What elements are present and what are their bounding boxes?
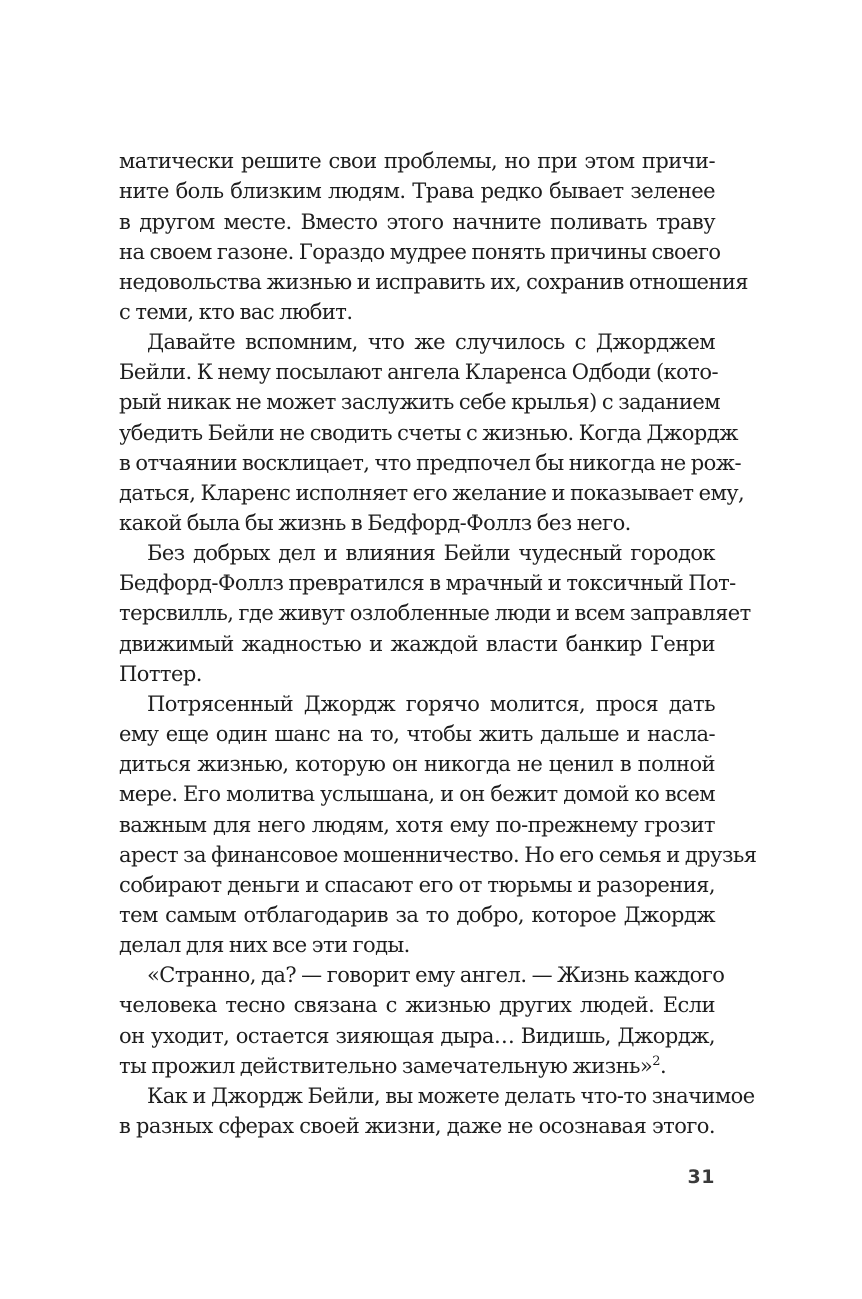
text-line: терсвилль, где живут озлобленные люди и всем заправляет [119, 601, 751, 625]
text-line: в разных сферах своей жизни, даже не осознавая этого. [119, 1114, 715, 1138]
text-line: движимый жадностью и жаждой власти банкир Генри [119, 632, 715, 656]
text-line: ты прожил действительно замечательную жизнь» [119, 1054, 653, 1078]
text-line: в другом месте. Вместо этого начните поливать траву [119, 210, 715, 234]
text-line: на своем газоне. Гораздо мудрее понять причины своего [119, 240, 721, 264]
page-number: 31 [687, 1166, 715, 1188]
text-line: даться, Кларенс исполняет его желание и показывает ему, [119, 481, 745, 505]
text-line: диться жизнью, которую он никогда не ценил в полной [119, 752, 715, 776]
text-line: Как и Джордж Бейли, вы можете делать что-то значимое [147, 1084, 755, 1108]
text-line: убедить Бейли не сводить счеты с жизнью. Когда Джордж [119, 421, 738, 445]
text-line: какой была бы жизнь в Бедфорд-Фоллз без него. [119, 511, 631, 535]
text-line: рый никак не может заслужить себе крылья) с заданием [119, 390, 720, 414]
text-line: Бейли. К нему посылают ангела Кларенса Одбоди (кото- [119, 360, 718, 384]
text-line: матически решите свои проблемы, но при этом причи- [119, 149, 715, 173]
footnote-reference[interactable]: 2 [652, 1054, 660, 1069]
text-line: Без добрых дел и влияния Бейли чудесный городок [147, 541, 715, 565]
text-line: собирают деньги и спасают его от тюрьмы и разорения, [119, 873, 715, 897]
text-line: Поттер. [119, 662, 202, 686]
text-line: арест за финансовое мошенничество. Но его семья и друзья [119, 843, 757, 867]
text-line: Потрясенный Джордж горячо молится, прося дать [147, 692, 715, 716]
text-line: тем самым отблагодарив за то добро, которое Джордж [119, 903, 715, 927]
text-line: «Странно, да? — говорит ему ангел. — Жизнь каждого [147, 963, 725, 987]
text-line: человека тесно связана с жизнью других людей. Если [119, 993, 715, 1017]
text-line: Бедфорд-Фоллз превратился в мрачный и токсичный Пот- [119, 571, 736, 595]
text-line: он уходит, остается зияющая дыра… Видишь, Джордж, [119, 1024, 715, 1048]
text-line: ните боль близким людям. Трава редко бывает зеленее [119, 179, 715, 203]
text-line: делал для них все эти годы. [119, 933, 410, 957]
text-line: мере. Его молитва услышана, и он бежит домой ко всем [119, 782, 715, 806]
text-line: Давайте вспомним, что же случилось с Джорджем [147, 330, 715, 354]
text-line: в отчаянии восклицает, что предпочел бы никогда не рож- [119, 451, 742, 475]
text-line-with-footnote: ты прожил действительно замечательную жизнь»$^2$. [119, 1054, 667, 1078]
text-line: важным для него людям, хотя ему по-прежнему грозит [119, 813, 715, 837]
text-line: недовольства жизнью и исправить их, сохранив отношения [119, 270, 749, 294]
text-line: ему еще один шанс на то, чтобы жить дальше и насла- [119, 722, 715, 746]
text-line: с теми, кто вас любит. [119, 300, 353, 324]
